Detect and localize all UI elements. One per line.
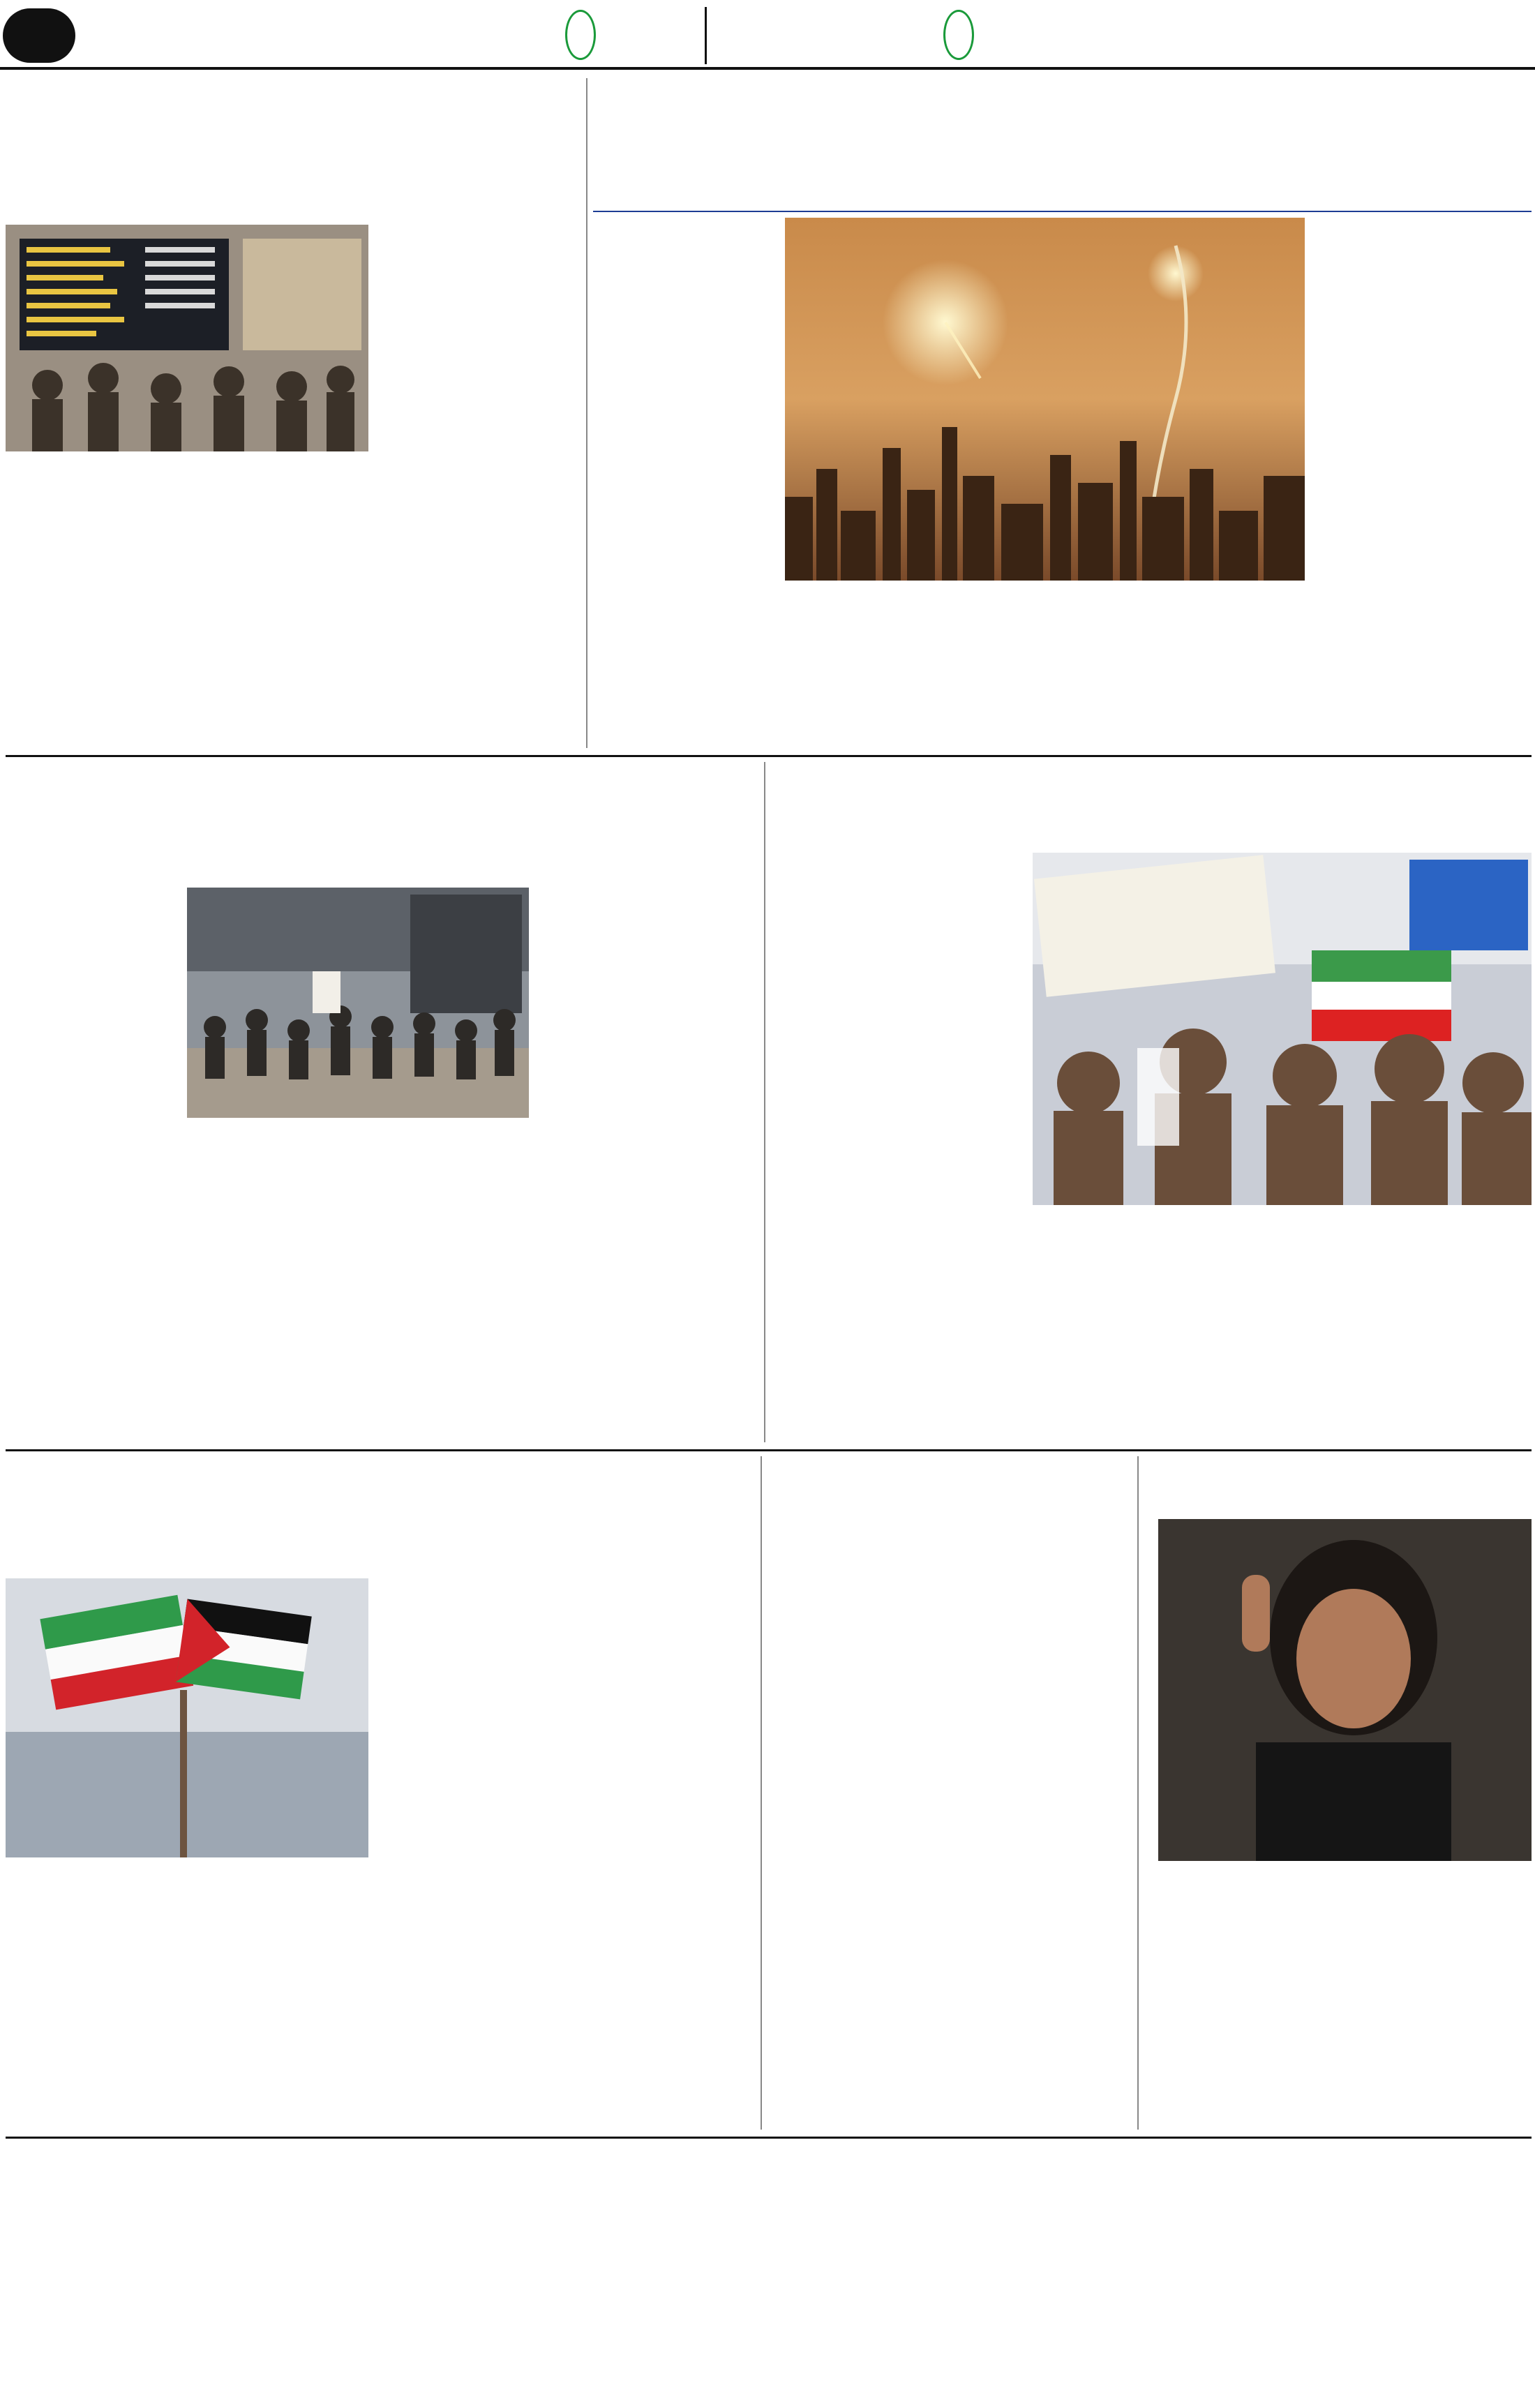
- issue-date: [991, 17, 1284, 52]
- story4-headline: [6, 762, 759, 846]
- story7-body-right: [375, 1578, 756, 1857]
- section-rule: [6, 755, 1532, 757]
- karachi-protest-image: [187, 888, 529, 1118]
- story5-photo: [1158, 1519, 1532, 1861]
- story4-body-left: [6, 888, 180, 1442]
- masthead-logo: [1291, 3, 1531, 67]
- page-number: [3, 8, 75, 63]
- story5-body-bottom: [1144, 1868, 1532, 2130]
- masthead: [0, 0, 1535, 70]
- story7-headline: [6, 1456, 756, 1526]
- iran-flag-image: [6, 1578, 368, 1857]
- column-divider: [1137, 1456, 1139, 2130]
- story7-subhead: [6, 1530, 756, 1571]
- kamala-harris-image: [1158, 1519, 1532, 1861]
- story3-body-left: [771, 853, 1026, 1205]
- story5-headline: [1144, 1456, 1532, 1512]
- masthead-brand-line: [85, 7, 476, 31]
- story4-photo: [187, 888, 529, 1118]
- story2-headline: [6, 78, 581, 174]
- column-divider: [764, 762, 765, 1442]
- story1-body-left: [593, 218, 778, 748]
- story1-subhead: [593, 180, 1532, 212]
- spacer: [1144, 1519, 1153, 1526]
- story4-subhead: [6, 850, 759, 881]
- story1-body-bottom: [785, 588, 1305, 748]
- story3-body-bottom: [771, 1212, 1532, 1442]
- story1-body-right: [1312, 218, 1532, 748]
- story6-subhead: [768, 1511, 1134, 1550]
- dollar-icon-right: [943, 10, 974, 60]
- story2-body-right: [375, 225, 581, 748]
- story2-body-bottom: [6, 457, 368, 748]
- story6-body: [768, 1557, 1134, 2130]
- story3-headline: [771, 762, 1532, 846]
- section-rule: [6, 1449, 1532, 1451]
- story3-photo: [1033, 853, 1532, 1205]
- story4-body-bottom: [187, 1125, 529, 1442]
- published-from: [85, 36, 518, 60]
- story7-body-bottom: [6, 1864, 756, 2130]
- airport-departures-image: [6, 225, 368, 451]
- story7-photo: [6, 1578, 368, 1857]
- story6-headline: [768, 1456, 1134, 1506]
- dollar-icon-left: [565, 10, 596, 60]
- story2-photo: [6, 225, 368, 451]
- column-divider: [761, 1456, 762, 2130]
- section-rule: [6, 2137, 1532, 2139]
- section-urdu: [705, 7, 935, 64]
- tel-aviv-strike-image: [785, 218, 1305, 581]
- section-english: [604, 8, 702, 64]
- protest-sign-text: [1056, 862, 1275, 988]
- story1-headline: [593, 78, 1532, 174]
- story1-photo: [785, 218, 1305, 581]
- story4-body-right: [536, 888, 759, 1442]
- column-divider: [586, 78, 587, 748]
- story2-subhead: [6, 183, 581, 219]
